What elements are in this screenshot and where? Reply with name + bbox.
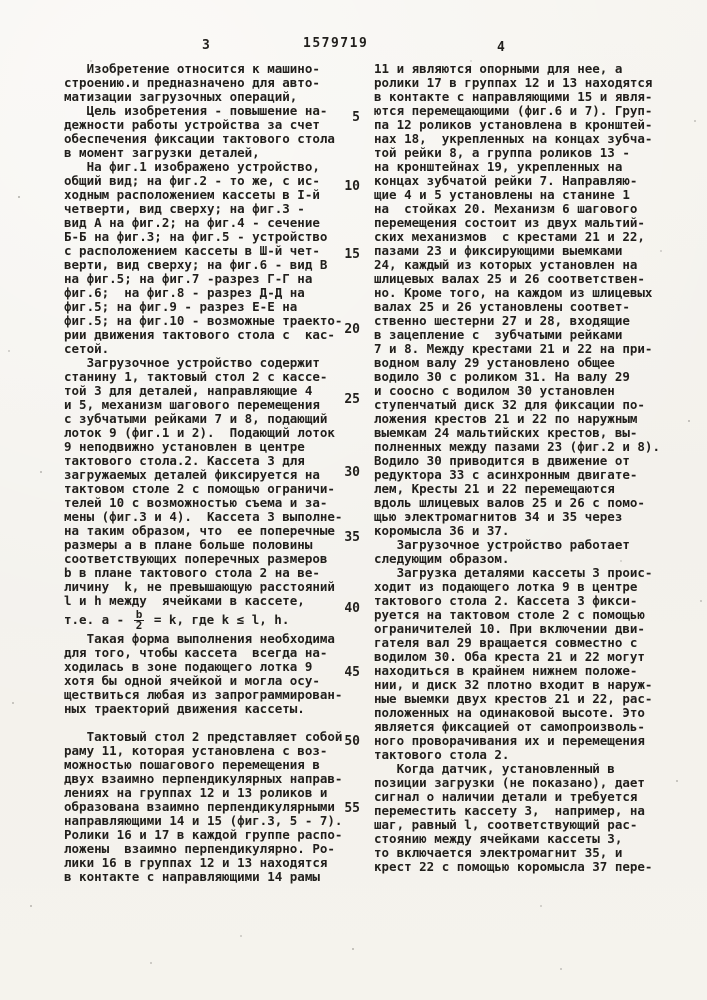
formula-line [64,608,364,632]
right-page-number: 4 [497,40,505,55]
line-number: 25 [344,392,360,407]
text-line: руется на тактовом столе 2 с помощью [374,607,645,622]
text-line: положенных на одинаковой высоте. Это [374,705,645,720]
line-number: 50 [344,734,360,749]
text-line: Когда датчик, установленный в [374,761,615,776]
text-line: водило 30 с роликом 31. На валу 29 [374,369,630,384]
text-line: Загрузочное устройство работает [374,537,630,552]
text-line: рии движения тактового стола с кас- [64,327,335,342]
text-line: Цель изобретения - повышение на- [64,103,328,118]
text-line: тактового стола 2. [374,747,510,762]
fraction-denominator: 2 [135,618,143,632]
text-line: обеспечения фиксации тактового стола [64,131,335,146]
text-line: той 3 для деталей, направляющие 4 [64,383,313,398]
left-page-number: 3 [202,38,210,53]
text-line: 9 неподвижно установлен в центре [64,439,305,454]
text-line: соответствующих поперечных размеров [64,551,328,566]
text-line: валах 25 и 26 установлены соответ- [374,299,630,314]
text-line: пазами 23 и фиксирующими выемками [374,243,623,258]
text-line: личину k, не превышающую расстояний [64,579,335,594]
fraction-numerator: b [135,607,143,621]
text-line: шлицевых валах 25 и 26 соответствен- [374,271,645,286]
text-line: матизации загрузочных операций, [64,89,298,104]
text-line: ные выемки двух крестов 21 и 22, рас- [374,691,653,706]
text-line: нии, и диск 32 плотно входит в наруж- [374,677,653,692]
text-line: b в плане тактового стола 2 на ве- [64,565,320,580]
text-line: фиг.5; на фиг.9 - разрез Е-Е на [64,299,298,314]
text-line: 7 и 8. Между крестами 21 и 22 на при- [374,341,653,356]
text-line: двух взаимно перпендикулярных направ- [64,771,343,786]
text-line: концах зубчатой рейки 7. Направляю- [374,173,638,188]
text-line: ходит из подающего лотка 9 в центре [374,579,638,594]
text-line: в контакте с направляющими 14 рамы [64,869,320,884]
text-line: нах 18, укрепленных на концах зубча- [374,131,653,146]
text-line: шаг, равный l, соответствующий рас- [374,817,638,832]
text-line: па 12 роликов установлена в кронштей- [374,117,653,132]
fraction [134,607,145,632]
patent-number: 1579719 [303,36,369,51]
text-line: на фиг.5; на фиг.7 -разрез Г-Г на [64,271,313,286]
line-number: 20 [344,322,360,337]
text-line: тактового стола.2. Кассета 3 для [64,453,305,468]
text-line: тактовом столе 2 с помощью ограничи- [64,481,335,496]
text-line: на кронштейнах 19, укрепленных на [374,159,623,174]
text-line: переместить кассету 3, например, на [374,803,645,818]
text-line: стоянию между ячейками кассеты 3, [374,831,623,846]
text-line: направляющими 14 и 15 (фиг.3, 5 - 7). [64,813,343,828]
text-line: ществиться любая из запрограммирован- [64,687,343,702]
text-line: мены (фиг.3 и 4). Кассета 3 выполне- [64,509,343,524]
line-number: 40 [344,601,360,616]
text-line: тактового стола 2. Кассета 3 фикси- [374,593,638,608]
text-line: загружаемых деталей фиксируется на [64,467,320,482]
text-line: Загрузочное устройство содержит [64,355,320,370]
text-line: ных траекторий движения кассеты. [64,701,305,716]
text-line: станину 1, тактовый стол 2 с кассе- [64,369,328,384]
text-line: верти, вид сверху; на фиг.6 - вид В [64,257,328,272]
line-number: 15 [344,247,360,262]
formula-prefix: т.е. a - [64,612,132,627]
text-line: общий вид; на фиг.2 - то же, с ис- [64,173,320,188]
text-line: лоток 9 (фиг.1 и 2). Подающий лоток [64,425,335,440]
blank-line [64,716,364,730]
text-line: щие 4 и 5 установлены на станине 1 [374,187,630,202]
text-line: перемещения состоит из двух мальтий- [374,215,645,230]
text-line: с расположением кассеты в Ш-й чет- [64,243,320,258]
text-line: вид А на фиг.2; на фиг.4 - сечение [64,215,320,230]
text-line: сигнал о наличии детали и требуется [374,789,638,804]
text-line: ступенчатый диск 32 для фиксации по- [374,397,645,412]
text-line: следующим образом. [374,551,510,566]
line-number: 10 [344,179,360,194]
line-number: 5 [352,110,360,125]
text-line: вдоль шлицевых валов 25 и 26 с помо- [374,495,645,510]
text-line: телей 10 с возможностью съема и за- [64,495,328,510]
text-line: является фиксацией от самопроизволь- [374,719,645,734]
text-line: полненных между пазами 23 (фиг.2 и 8). [374,439,660,454]
text-line: Тактовый стол 2 представляет собой [64,729,343,744]
text-line: ственно шестерни 27 и 28, входящие [374,313,630,328]
text-line: лениях на группах 12 и 13 роликов и [64,785,328,800]
text-line: водном валу 29 установлено общее [374,355,615,370]
text-line: для того, чтобы кассета всегда на- [64,645,328,660]
text-line: ложены взаимно перпендикулярно. Ро- [64,841,335,856]
text-line: Ролики 16 и 17 в каждой группе распо- [64,827,343,842]
text-line: размеры а в плане больше половины [64,537,313,552]
text-line: Б-Б на фиг.3; на фиг.5 - устройство [64,229,328,244]
text-line: сетой. [64,341,110,356]
text-line: ются перемещающими (фиг.6 и 7). Груп- [374,103,653,118]
text-line: ских механизмов с крестами 21 и 22, [374,229,645,244]
text-line: то включается электромагнит 35, и [374,845,623,860]
text-line: и соосно с водилом 30 установлен [374,383,615,398]
text-line: ходным расположением кассеты в I-й [64,187,320,202]
text-line: гателя вал 29 вращается совместно с [374,635,638,650]
line-number: 35 [344,530,360,545]
text-line: той рейки 8, а группа роликов 13 - [374,145,630,160]
text-line: ролики 17 в группах 12 и 13 находятся [374,75,653,90]
text-line: в контакте с направляющими 15 и явля- [374,89,653,104]
text-line: лем, Кресты 21 и 22 перемещаются [374,481,615,496]
text-line: Такая форма выполнения необходима [64,631,335,646]
text-line: можностью пошагового перемещения в [64,757,320,772]
text-line: ложения крестов 21 и 22 по наружным [374,411,638,426]
text-line: 11 и являются опорными для нее, а [374,61,623,76]
text-line: образована взаимно перпендикулярными [64,799,335,814]
right-text-column [374,62,674,874]
text-line: ного проворачивания их и перемещения [374,733,645,748]
text-line: лики 16 в группах 12 и 13 находятся [64,855,328,870]
text-line: но. Кроме того, на каждом из шлицевых [374,285,653,300]
line-number: 45 [344,665,360,680]
text-line: щью электромагнитов 34 и 35 через [374,509,623,524]
text-line: выемкам 24 мальтийских крестов, вы- [374,425,638,440]
text-line: редуктора 33 с асинхронным двигате- [374,467,638,482]
text-line: в зацепление с зубчатыми рейками [374,327,623,342]
line-number: 55 [344,801,360,816]
text-line: позиции загрузки (не показано), дает [374,775,645,790]
text-line: четверти, вид сверху; на фиг.3 - [64,201,305,216]
formula-suffix: = k, где k ≤ l, h. [146,612,290,627]
text-line: дежности работы устройства за счет [64,117,320,132]
text-line: в момент загрузки деталей, [64,145,260,160]
text-line: водилом 30. Оба креста 21 и 22 могут [374,649,645,664]
text-line: хотя бы одной ячейкой и могла осу- [64,673,320,688]
text-line: Водило 30 приводится в движение от [374,453,630,468]
text-line: коромысла 36 и 37. [374,523,510,538]
text-line: 24, каждый из которых установлен на [374,257,638,272]
text-line: Загрузка деталями кассеты 3 проис- [374,565,653,580]
text-line: ходилась в зоне подающего лотка 9 [64,659,313,674]
text-line: раму 11, которая установлена с воз- [64,743,328,758]
text-line: крест 22 с помощью коромысла 37 пере- [374,859,653,874]
text-line: строению.и предназначено для авто- [64,75,320,90]
text-line: фиг.5; на фиг.10 - возможные траекто- [64,313,343,328]
text-line: находиться в крайнем нижнем положе- [374,663,638,678]
text-line: фиг.6; на фиг.8 - разрез Д-Д на [64,285,305,300]
text-line: и 5, механизм шагового перемещения [64,397,320,412]
left-text-column [64,62,364,884]
text-line: Изобретение относится к машино- [64,61,320,76]
line-number: 30 [344,465,360,480]
text-line: на таким образом, что ее поперечные [64,523,335,538]
text-line: ограничителей 10. При включении дви- [374,621,645,636]
text-line: На фиг.1 изображено устройство, [64,159,320,174]
text-line: с зубчатыми рейками 7 и 8, подающий [64,411,328,426]
text-line: на стойках 20. Механизм 6 шагового [374,201,638,216]
text-line: l и h между ячейками в кассете, [64,593,305,608]
